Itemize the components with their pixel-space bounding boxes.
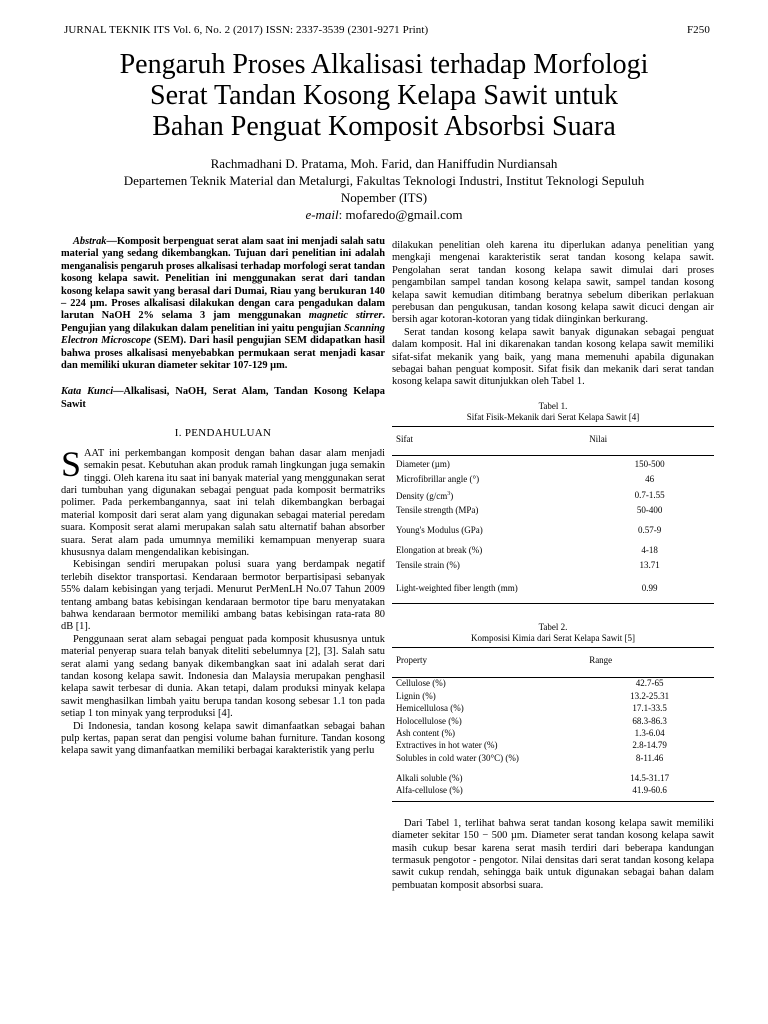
drop-cap: S [61,443,82,484]
table-2-caption [392,622,714,644]
table-cell: Microfibrillar angle (°) [396,474,480,485]
table-cell: 4-18 [641,544,658,555]
table-header-row [392,426,714,455]
intro-paragraph-2: Kebisingan sendiri merupakan polusi suara yang berdampak negatif terlebih disektor transportasi. Kendaraan bermotor berpartisipasi sebanyak 55% dalam kebisingan yang terjadi. Menurut PerMenLH No.07 Tahun 2009 tentang ambang batas kebisingan kendaraan bermotor tipe baru menyatakan bahwa kendaraan bermotor memiliki ambang batas kebisingan rata-rata 80 dB [1]. [61,559,385,633]
keywords-text: —Alkalisasi, NaOH, Serat Alam, Tandan Kosong Kelapa Sawit [61,386,385,410]
email-address: : mofaredo@gmail.com [338,207,463,222]
left-column [61,236,385,758]
table-header-cell: Property [396,655,427,666]
section-heading: I. PENDAHULUAN [174,427,272,440]
table-cell: Hemicellulosa (%) [396,703,464,714]
table-cell: Tensile strength (MPa) [396,505,479,516]
title-line-2: Serat Tandan Kosong Kelapa Sawit untuk [150,80,618,111]
table-row [392,542,714,558]
table-row [392,518,714,542]
right-paragraph-1: dilakukan penelitian oleh karena itu diperlukan adanya penelitian yang mengkaji mengenai karakteristik serat tandan kosong kelapa sawit. Pengolahan serat tandan kosong kelapa sawit dimulai dari proses pengambilan sampel tandan kosong kelapa sawit, sampel tandan kosong kelapa sawit kemudian ditimbang beratnya sebelum diberikan perlakuan perebusan dan pengukusan, tandan kosong kelapa sawit dicuci dengan air bersih agar kotoran-kotoran yang tidak diinginkan berkurang. [392,240,714,326]
table-spacer-cell [392,764,585,772]
table-row [392,752,714,764]
table-cell: 14.5-31.17 [630,773,670,784]
table-row [392,503,714,519]
table-cell: Elongation at break (%) [396,544,483,555]
intro-paragraph-1 [61,443,385,560]
table-cell: Solubles in cold water (30°C) (%) [396,752,519,763]
table-1 [392,401,714,604]
table-1-label: Tabel 1. [538,400,568,411]
table-cell: Light-weighted fiber length (mm) [396,582,518,593]
abstract-text-b: . Pengujian yang dilakukan dalam penelitian ini yaitu pengujian [61,310,385,334]
table-2-label: Tabel 2. [538,622,568,633]
affiliation-line-2: Nopember (ITS) [340,190,428,205]
table-row [392,715,714,727]
table-cell: Holocellulose (%) [396,715,462,726]
table-2-grid [392,647,714,802]
density-close: ) [450,490,454,501]
author-email [60,206,708,223]
table-cell: Alkali soluble (%) [396,773,463,784]
intro-paragraph-3: Penggunaan serat alam sebagai penguat pada komposit khususnya untuk material penyerap suara telah banyak diteliti sebelumnya [2], [3]. Salah satu serat alami yang sedang banyak dikembangkan saat ini adalah serat dari tandan kosong kelapa sawit. Indonesia dan Malaysia merupakan penghasil kelapa sawit terbesar di dunia. Akan tetapi, dalam produksi minyak kelapa sawit menghasilkan limbah yaitu berupa tandan kosong sebesar 1.1 ton pada setiap 1 ton minyak yang terproduksi [4]. [61,633,385,720]
table-header-cell: Nilai [589,433,608,444]
right-paragraph-3: Dari Tabel 1, terlihat bahwa serat tandan kosong kelapa sawit memiliki diameter sekitar 150 − 500 µm. Diameter serat tandan kosong kelapa sawit masih cukup besar karena serat masih terdiri dari beberapa kandungan termasuk pengotor - pengotor. Nilai densitas dari serat tandan kosong kelapa sawit cukup rendah, sehingga baik untuk digunakan sebagai bahan dalam pembuatan komposit absorbsi suara. [392,817,714,891]
table-row [392,677,714,690]
density-label: Density (g/cm [396,490,448,501]
table-cell: 0.99 [641,582,658,593]
table-row [392,456,714,472]
right-paragraph-2: Serat tandan kosong kelapa sawit banyak digunakan sebagai penguat dalam komposit. Hal ini dikarenakan tandan kosong kelapa sawit memiliki sifat-sifat mekanik yang baik, yang mana memenuhi apabila digunakan sebagai bahan penguat komposit. Sifat fisik dan mekanik dari serat tandan kosong kelapa sawit ditunjukkan oleh Tabel 1. [392,326,714,388]
title-line-3: Bahan Penguat Komposit Absorbsi Suara [152,111,616,142]
journal-info: JURNAL TEKNIK ITS Vol. 6, No. 2 (2017) ISSN: 2337-3539 (2301-9271 Print) [64,24,429,36]
table-row [392,740,714,752]
keywords [61,386,385,411]
intro-paragraph-1-text: AAT ini perkembangan komposit dengan bahan dasar alam menjadi semakin pesat. Kebutuhan akan produk ramah lingkungan juga semakin tinggi. Oleh karena itu saat ini banyak material yang menggunakan serat dari tumbuhan yang digunakan sebagai penguat pada komposit bermatriks polimer. Pada perkembangannya, saat ini telah dikembangkan berbagai material komposit dari serat alam yang digunakan sebagai material peredam suara. Komposit serat alami merupakan salah satu alternatif bahan absorber suara. Serat alam pada umumnya memiliki kemampuan menyerap suara khususnya dalam mengendalikan kebisingan. [61,447,385,558]
author-block [60,155,708,223]
table-1-grid [392,426,714,604]
table-spacer-cell [585,764,714,772]
table-cell: 150-500 [634,458,665,469]
table-cell [392,487,585,503]
table-row [392,487,714,503]
affiliation-line-1: Departemen Teknik Material dan Metalurgi, Fakultas Teknologi Industri, Institut Teknologi Sepuluh [123,173,645,188]
abstract-italic-2: Scanning Electron Microscope [61,322,385,347]
page-number: F250 [686,24,710,36]
table-header-row [392,648,714,677]
title-line-1: Pengaruh Proses Alkalisasi terhadap Morfologi [119,49,649,80]
table-cell: Tensile strain (%) [396,560,460,571]
right-column [392,240,714,892]
abstract-label: Abstrak [73,236,107,247]
table-row [392,558,714,574]
table-cell: Cellulose (%) [396,678,446,689]
table-cell: 46 [645,474,655,485]
table-cell: Young's Modulus (GPa) [396,524,483,535]
table-cell: 68.3-86.3 [632,715,667,726]
intro-paragraph-4: Di Indonesia, tandan kosong kelapa sawit dimanfaatkan sebagai bahan pulp kertas, papan serat dan pengisi volume bahan furniture. Tandan kosong kelapa sawit yang dimanfaatkan memiliki berbagai karakteristik yang perlu [61,720,385,757]
table-cell: 17.1-33.5 [632,703,667,714]
table-1-title: Sifat Fisik-Mekanik dari Serat Kelapa Sawit [4] [466,411,640,422]
table-cell: 41.9-60.6 [632,784,667,795]
table-header-cell: Range [589,655,613,666]
table-cell: 42.7-65 [635,678,664,689]
table-cell: 13.71 [639,560,660,571]
table-cell: 13.2-25.31 [630,690,670,701]
table-cell: 50-400 [636,505,663,516]
table-cell: 1.3-6.04 [634,727,665,738]
table-row [392,690,714,702]
table-row [392,785,714,802]
table-2 [392,622,714,802]
table-cell: Ash content (%) [396,727,455,738]
email-label: e-mail [305,207,339,222]
density-superscript: 3 [447,490,451,497]
table-row [392,472,714,488]
keywords-label: Kata Kunci [61,386,114,398]
abstract [61,236,385,372]
paper-title [50,49,718,142]
table-spacer-row [392,764,714,772]
table-1-caption [392,401,714,423]
abstract-text-c: (SEM). Dari hasil pengujian SEM didapatkan hasil bahwa proses alkalisasi menyebabkan permukaan serat menjadi kasar dan memiliki ukuran diameter sekitar 107-129 µm. [61,335,385,372]
author-names: Rachmadhani D. Pratama, Moh. Farid, dan Haniffudin Nurdiansah [210,156,558,171]
table-cell: Alfa-cellulose (%) [396,784,463,795]
table-row [392,702,714,714]
table-cell: 2.8-14.79 [632,740,667,751]
table-cell: Lignin (%) [396,690,436,701]
table-row [392,727,714,739]
running-header [64,24,710,36]
table-row [392,772,714,784]
table-cell: Extractives in hot water (%) [396,740,498,751]
table-cell: 8-11.46 [635,752,664,763]
table-cell: Diameter (µm) [396,458,450,469]
table-row [392,573,714,604]
table-header-cell: Sifat [396,433,413,444]
abstract-italic-1: magnetic stirrer [308,310,383,322]
table-2-title: Komposisi Kimia dari Serat Kelapa Sawit [5] [471,633,635,644]
abstract-text-a: —Komposit berpenguat serat alam saat ini menjadi salah satu material yang sedang dikembangkan. Tujuan dari penelitian ini adalah menganalisis pengaruh proses alkalisasi terhadap morfologi serat tandan kosong kelapa sawit. Penelitian ini menggunakan serat dari tandan kosong kelapa sawit yang berasal dari Dumai, Riau yang berukuran 140 – 224 µm. Proses alkalisasi dilakukan dengan cara pengadukan dalam larutan NaOH 2% selama 3 jam menggunakan [61,236,385,322]
table-cell: 0.57-9 [637,524,662,535]
table-cell: 0.7-1.55 [634,489,665,500]
